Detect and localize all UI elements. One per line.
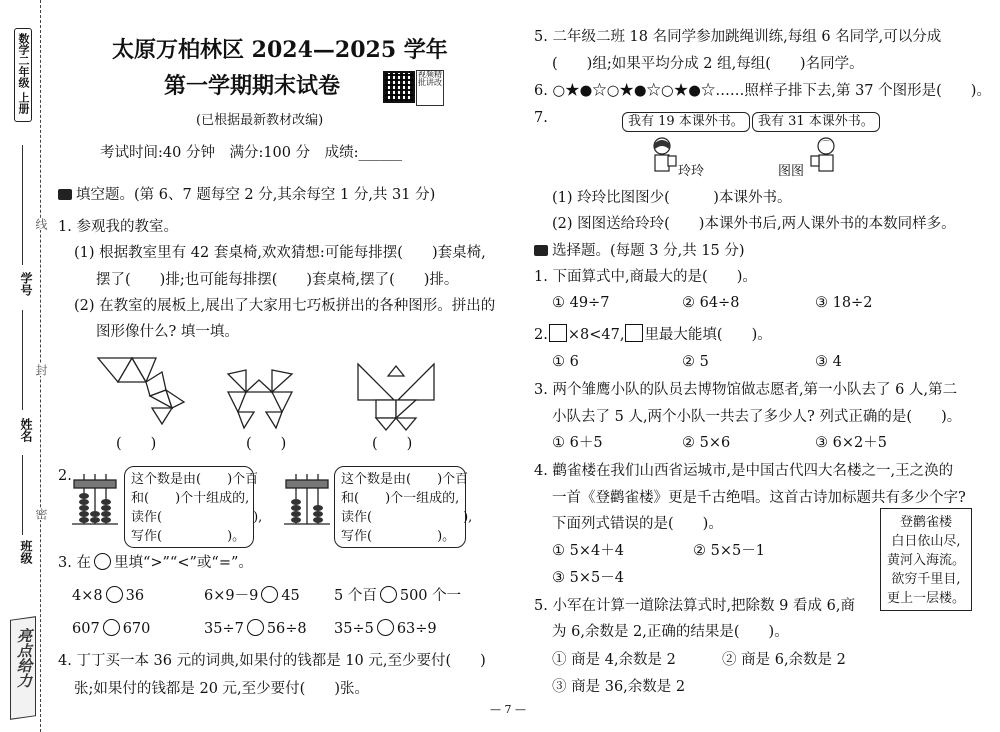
answer-circle[interactable] [103,619,120,636]
q2-right-line-4: 写作( )。 [341,529,456,544]
q2-left-line-4: 写作( )。 [131,529,246,544]
poem-line-4: 更上一层楼。 [887,591,966,606]
qr-label: 视频精批讲改 [416,70,444,106]
q3-left: 5 个百 [334,588,377,604]
underline-xuehao [22,145,23,265]
q2-left-line-1: 这个数是由( )个百 [131,472,259,487]
c2-opt-3[interactable]: ③ 4 [815,354,842,370]
c1-opt-3[interactable]: ③ 18÷2 [815,295,873,311]
q2-right-bubble [334,466,473,548]
section1-heading-text: 填空题。(第 6、7 题每空 2 分,其余每空 1 分,共 31 分) [76,187,436,203]
abacus-left-icon [70,470,120,530]
q3-left: 6×9－9 [204,588,259,604]
q2-right-line-1: 这个数是由( )个百 [341,472,469,487]
xuehao-label: 学号 [19,272,33,296]
q3-item-5 [204,619,307,639]
c4-opt-3[interactable]: ③ 5×5－4 [552,570,624,586]
brand-logo: 亮点给力 [15,628,33,688]
tangram-answer-blank-2[interactable]: ( ) [246,436,287,452]
poem-line-3: 欲穷千里目, [891,572,961,587]
c5-line2: 为 6,余数是 2,正确的结果是( )。 [552,624,789,640]
answer-circle[interactable] [380,586,397,603]
q6: 6. ○★●☆○★●☆○★●☆……照样子排下去,第 37 个图形是( )。 [534,83,991,99]
q1-2-line1: (2) 在教室的展板上,展出了大家用七巧板拼出的各种图形。拼出的 [74,298,496,314]
q4-line2: 张;如果付的钱都是 20 元,至少要付( )张。 [74,681,369,697]
q7-number: 7. [534,110,548,126]
q3-suffix: 里填“>”“<”或“=”。 [113,555,253,571]
lingling-name: 玲玲 [678,164,705,179]
q3-right: 670 [122,621,151,637]
tangram-butterfly-figure [354,360,438,434]
c2-opt-2[interactable]: ② 5 [682,354,709,370]
underline-xingming [22,310,23,410]
q3-item-1 [72,586,144,606]
compare-circle-icon [94,553,111,570]
q7-2: (2) 图图送给玲玲( )本课外书后,两人课外书的本数同样多。 [552,216,956,232]
q5-line1: 5. 二年级二班 18 名同学参加跳绳训练,每组 6 名同学,可以分成 [534,29,942,45]
exam-title-line2: 第一学期期末试卷 [164,73,341,99]
q2-right-line-3: 读作( ), [341,510,473,525]
adaptation-note: (已根据最新教材改编) [196,113,324,128]
q1-1-line2: 摆了( )排;也可能每排摆( )套桌椅,摆了( )排。 [96,272,459,288]
c5-opt-1[interactable]: ① 商是 4,余数是 2 [552,652,676,668]
q3-right: 500 个一 [399,588,462,604]
q3-right: 45 [281,588,300,604]
exam-title-line1: 太原万柏林区 2024—2025 学年 [112,37,448,63]
c4-opt-2[interactable]: ② 5×5－1 [693,543,765,559]
c3-opt-3[interactable]: ③ 6×2＋5 [815,435,887,451]
q2-right-line-2: 和( )个一组成的, [341,491,460,506]
c2-opt-1[interactable]: ① 6 [552,354,579,370]
tangram-answer-blank-1[interactable]: ( ) [116,436,157,452]
q7-1: (1) 玲玲比图图少( )本课外书。 [552,190,792,206]
lingling-girl-icon [648,136,680,178]
q2-number: 2. [58,468,72,484]
page-number: — 7 — [490,703,526,716]
poem-line-2: 黄河入海流。 [887,553,966,568]
q3-item-6 [334,619,437,639]
tutu-speech-bubble: 我有 31 本课外书。 [752,112,880,132]
c3-line1: 3. 两个雏鹰小队的队员去博物馆做志愿者,第一小队去了 6 人,第二 [534,382,958,398]
answer-circle[interactable] [377,619,394,636]
c5-opt-3[interactable]: ③ 商是 36,余数是 2 [552,679,686,695]
qr-code-icon [383,71,415,103]
q2-left-line-3: 读作( ), [131,510,263,525]
answer-circle[interactable] [261,586,278,603]
book-label: 数学二年级 上册 [17,33,30,114]
q3-prefix: 3. 在 [58,555,91,571]
q3-left: 607 [72,621,100,637]
section-equal-icon [534,245,548,256]
answer-circle[interactable] [106,586,123,603]
abacus-right-icon [282,470,332,530]
banji-label: 班级 [19,540,33,564]
q1-2-line2: 图形像什么? 填一填。 [96,324,239,340]
c5-line1: 5. 小军在计算一道除法算式时,把除数 9 看成 6,商 [534,598,855,614]
seal-xian: 线 [34,218,48,230]
seal-mi: 密 [34,508,48,520]
c4-line2: 一首《登鹳雀楼》更是千古绝唱。这首古诗加标题共有多少个字? [552,490,966,506]
q2-left-line-2: 和( )个十组成的, [131,491,250,506]
section2-heading [534,241,745,261]
tangram-answer-blank-3[interactable]: ( ) [372,436,413,452]
lingling-speech-bubble: 我有 19 本课外书。 [622,112,750,132]
c1-opt-2[interactable]: ② 64÷8 [682,295,740,311]
answer-circle[interactable] [247,619,264,636]
q4-line1: 4. 丁丁买一本 36 元的词典,如果付的钱都是 10 元,至少要付( ) [58,653,486,669]
q5-line2: ( )组;如果平均分成 2 组,每组( )名同学。 [552,56,864,72]
xingming-label: 姓名 [19,418,33,442]
tutu-name: 图图 [778,164,805,179]
c2-stem [534,324,772,345]
c1-stem: 1. 下面算式中,商最大的是( )。 [534,269,757,285]
blank-box-icon [625,324,643,342]
q3-item-3 [334,586,461,606]
binding-strip [0,0,62,732]
section1-heading [58,185,435,205]
q3-left: 35÷7 [204,621,244,637]
blank-box-icon [549,324,567,342]
q3-right: 56÷8 [266,621,307,637]
tutu-boy-icon [808,136,840,178]
poem-title: 登鹳雀楼 [899,515,952,530]
q3-item-2 [204,586,300,606]
section-minus-icon [58,189,72,200]
underline-banji [22,455,23,535]
c3-opt-1[interactable]: ① 6＋5 [552,435,603,451]
q2-left-bubble [124,466,263,548]
q3-right: 36 [125,588,145,604]
q3-left: 4×8 [72,588,103,604]
seal-feng: 封 [34,364,48,376]
exam-info: 考试时间:40 分钟 满分:100 分 成绩:______ [100,145,402,161]
tangram-bird-figure [92,352,192,432]
c4-line3: 下面列式错误的是( )。 [552,516,723,532]
c5-opt-2[interactable]: ② 商是 6,余数是 2 [722,652,846,668]
c3-opt-2[interactable]: ② 5×6 [682,435,731,451]
q3-item-4 [72,619,150,639]
tangram-wolf-figure [224,366,296,432]
c1-opt-1[interactable]: ① 49÷7 [552,295,610,311]
c2-question: 里最大能填( )。 [644,327,772,343]
q3-left: 35÷5 [334,621,374,637]
q3-right: 63÷9 [396,621,437,637]
c2-number: 2. [534,327,548,343]
c2-expr: ×8<47, [567,327,625,343]
c4-opt-1[interactable]: ① 5×4＋4 [552,543,624,559]
c3-line2: 小队去了 5 人,两个小队一共去了多少人? 列式正确的是( )。 [552,409,962,425]
q1-1-line1: (1) 根据教室里有 42 套桌椅,欢欢猜想:可能每排摆( )套桌椅, [74,245,486,261]
q1-stem: 1. 参观我的教室。 [58,219,178,235]
poem-box [880,508,972,611]
section2-heading-text: 选择题。(每题 3 分,共 15 分) [552,243,745,259]
poem-line-1: 白日依山尽, [891,534,961,549]
c4-line1: 4. 鹳雀楼在我们山西省运城市,是中国古代四大名楼之一,王之涣的 [534,463,954,479]
q3-stem [58,553,253,573]
